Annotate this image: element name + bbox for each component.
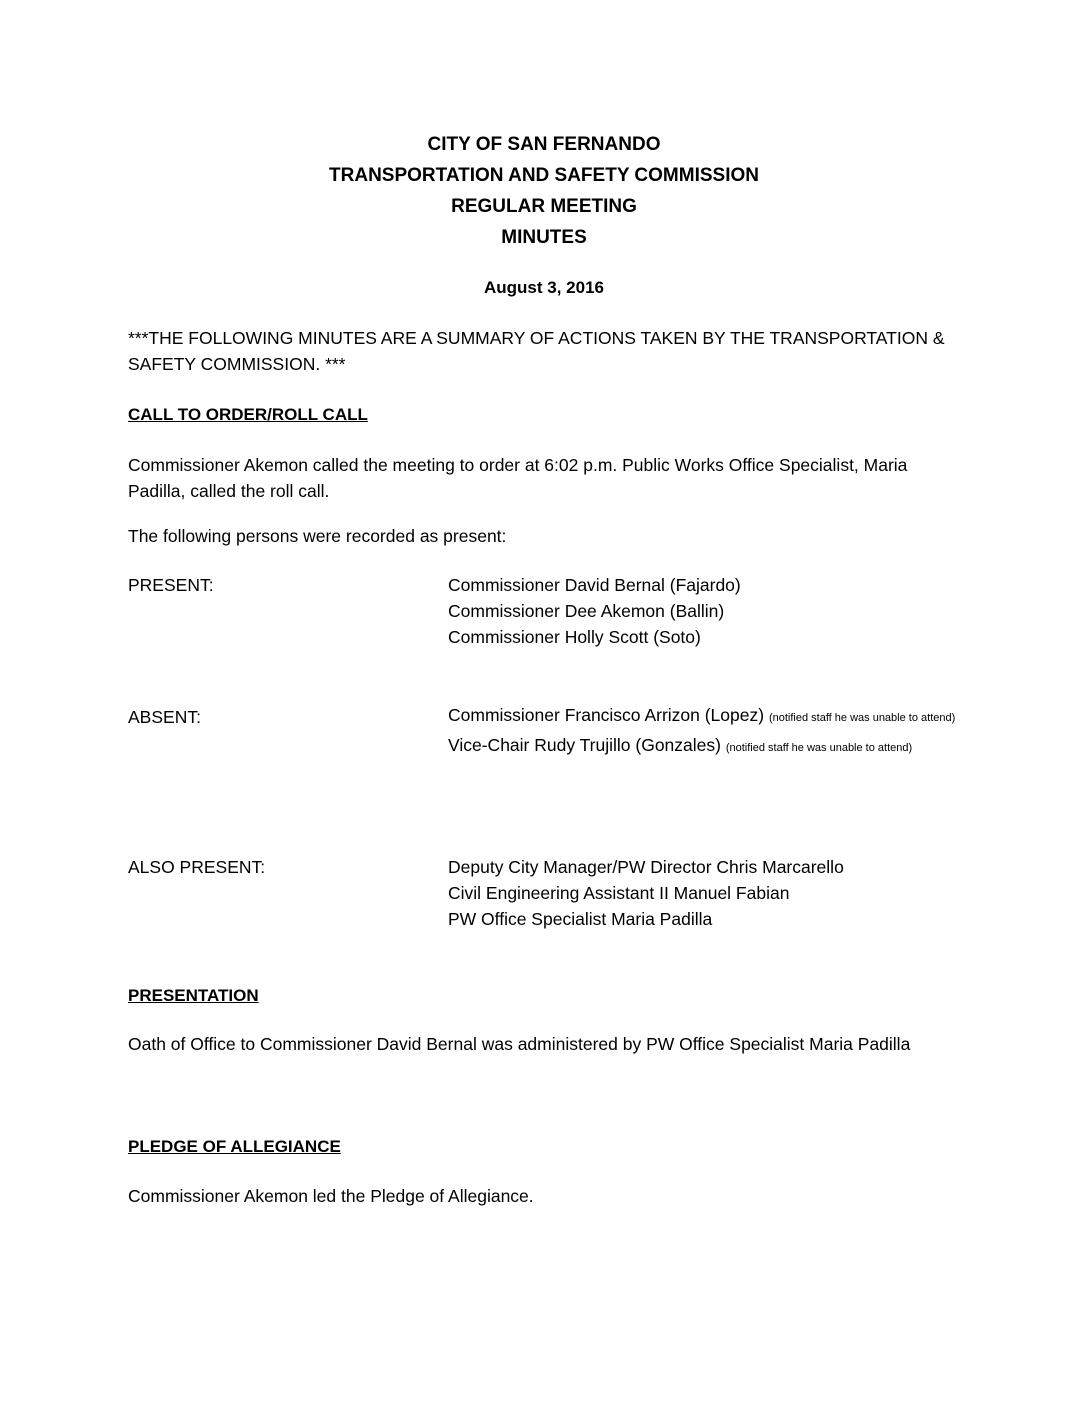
present-member: Commissioner David Bernal (Fajardo) xyxy=(448,575,741,595)
absent-member-name: Commissioner Francisco Arrizon (Lopez) xyxy=(448,705,765,725)
absent-list xyxy=(448,705,960,765)
presentation-text: Oath of Office to Commissioner David Bernal was administered by PW Office Specialist Maria Padilla xyxy=(128,1034,911,1054)
recorded-present-text: The following persons were recorded as present: xyxy=(128,526,507,546)
summary-notice: ***THE FOLLOWING MINUTES ARE A SUMMARY OF ACTIONS TAKEN BY THE TRANSPORTATION & SAFETY COMMISSION. *** xyxy=(128,328,945,374)
staff-member: PW Office Specialist Maria Padilla xyxy=(448,909,713,929)
present-label: PRESENT: xyxy=(128,575,214,595)
staff-member: Deputy City Manager/PW Director Chris Marcarello xyxy=(448,857,844,877)
presentation-heading: PRESENTATION xyxy=(128,986,259,1005)
present-list xyxy=(448,572,960,650)
pledge-heading: PLEDGE OF ALLEGIANCE xyxy=(128,1137,341,1156)
absent-member xyxy=(448,705,960,729)
present-member: Commissioner Holly Scott (Soto) xyxy=(448,627,701,647)
absent-member-note: (notified staff he was unable to attend) xyxy=(768,712,956,724)
absent-member-name: Vice-Chair Rudy Trujillo (Gonzales) xyxy=(448,735,721,755)
commission-title: TRANSPORTATION AND SAFETY COMMISSION xyxy=(329,165,759,186)
also-present-list xyxy=(448,854,960,932)
pledge-text: Commissioner Akemon led the Pledge of Allegiance. xyxy=(128,1186,534,1206)
absent-member-note: (notified staff he was unable to attend) xyxy=(725,742,913,754)
call-to-order-heading: CALL TO ORDER/ROLL CALL xyxy=(128,405,368,424)
minutes-title: MINUTES xyxy=(501,227,587,248)
present-member: Commissioner Dee Akemon (Ballin) xyxy=(448,601,725,621)
absent-label: ABSENT: xyxy=(128,707,201,727)
staff-member: Civil Engineering Assistant II Manuel Fabian xyxy=(448,883,790,903)
city-title: CITY OF SAN FERNANDO xyxy=(427,134,661,155)
absent-member xyxy=(448,735,960,759)
meeting-type-title: REGULAR MEETING xyxy=(451,196,637,217)
call-to-order-text: Commissioner Akemon called the meeting to order at 6:02 p.m. Public Works Office Specialist, Maria Padilla, called the roll call. xyxy=(128,455,908,501)
meeting-date: August 3, 2016 xyxy=(484,278,604,297)
also-present-label: ALSO PRESENT: xyxy=(128,857,266,877)
